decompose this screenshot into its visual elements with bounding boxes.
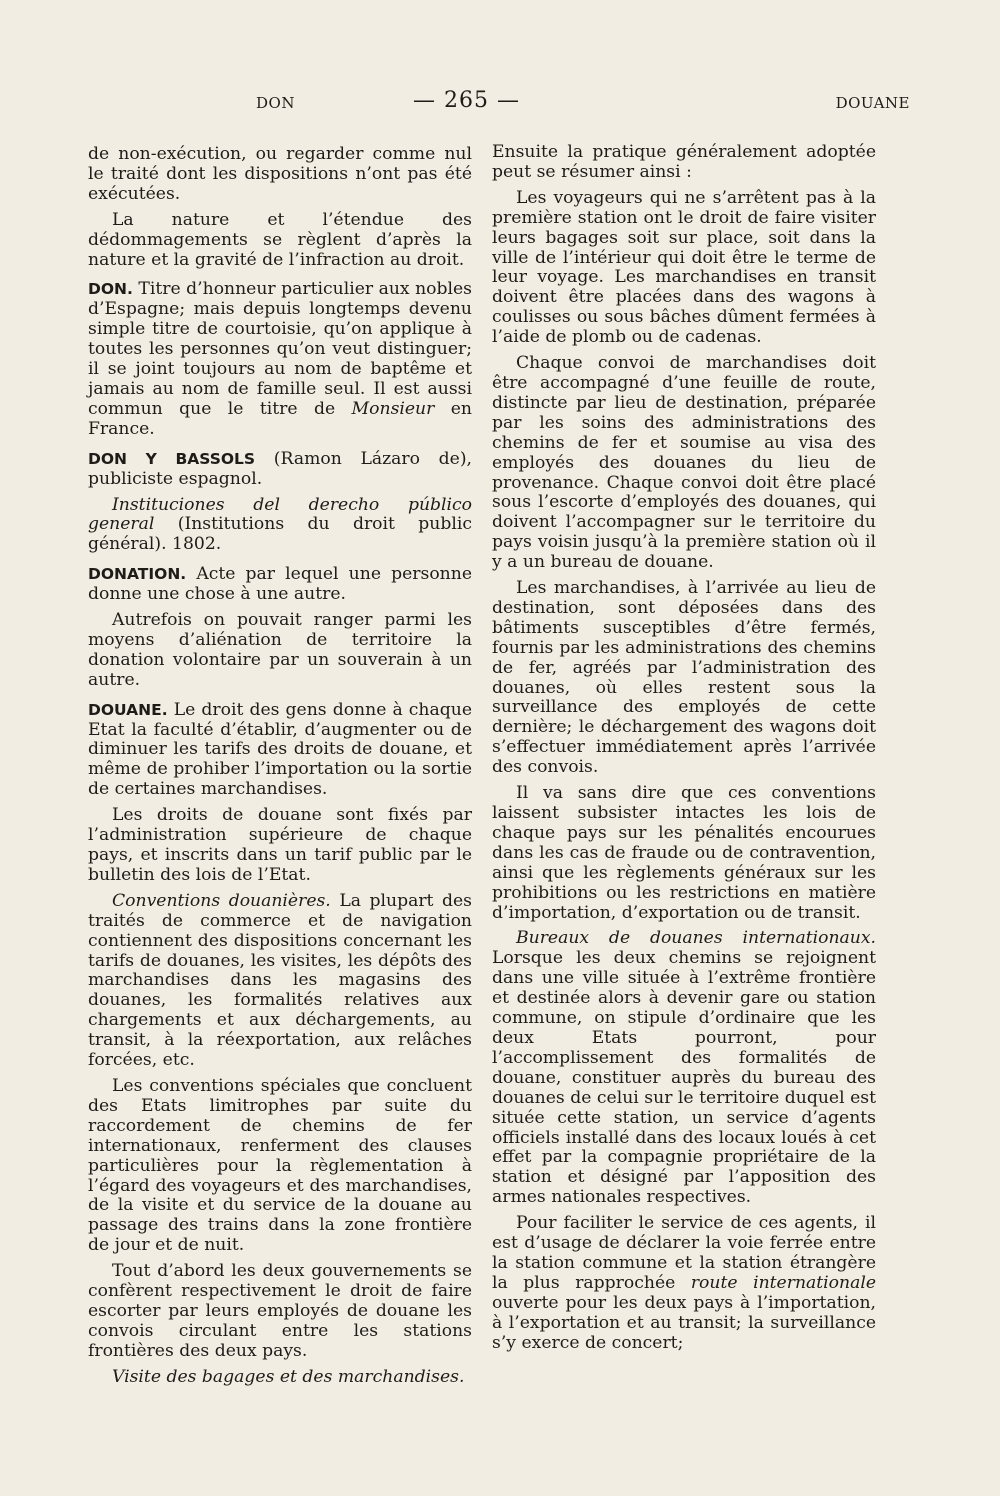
paragraph-route-internationale	[492, 1214, 876, 1353]
right-column	[492, 143, 876, 1359]
paragraph: Les marchandises, à l’arrivée au lieu de destination, sont déposées dans des bâtiments susceptibles d’être fermés, fournis par les administrations des chemins de fer, agréés par l’administration des douanes, où elles restent sous la surveillance des employés de cette dernière; le déchargement des wagons doit s’effectuer immédiatement après l’arrivée des convois.	[492, 578, 876, 778]
paragraph: Les conventions spéciales que concluent des Etats limitrophes par suite du raccordement de chemins de fer internationaux, renferment des clauses particulières pour la règlementation à l’égard des voyageurs et des marchandises, de la visite et du service de la douane au passage des trains dans la zone frontière de jour et de nuit.	[88, 1075, 472, 1256]
paragraph-bureaux	[492, 929, 876, 1208]
entry-term: DON Y BASSOLS	[88, 449, 256, 468]
paragraph: Chaque convoi de marchandises doit être accompagné d’une feuille de route, distincte par lieu de destination, préparée par les soins des administrations des chemins de fer et soumise au visa des employés des douanes du lieu de provenance. Chaque convoi doit être placé sous l’escorte d’employés des douanes, qui doivent l’accompagner sur le territoire du pays voisin jusqu’à la première station où il y a un bureau de douane.	[492, 353, 876, 573]
entry-don-y-bassols	[88, 450, 472, 490]
entry-text: Le droit des gens donne à chaque Etat la faculté d’établir, d’augmenter ou de diminuer les tarifs des droits de douane, et même de prohiber l’importation ou la sortie de certaines marchandises.	[88, 699, 472, 800]
bibliography-item	[88, 496, 472, 556]
section-subtitle: Conventions douanières.	[112, 890, 331, 911]
entry-term: DONATION.	[88, 565, 187, 584]
entry-text: Acte par lequel une personne donne une chose à une autre.	[88, 564, 472, 605]
work-details: (Institutions du droit public général). 1802.	[88, 514, 472, 555]
paragraph-text: Pour faciliter le service de ces agents, il est d’usage de déclarer la voie ferrée entre la station commune et la station étrangère la plus rapprochée	[492, 1213, 876, 1293]
entry-text: (Ramon Lázaro de), publiciste espagnol.	[88, 448, 472, 489]
paragraph: La nature et l’étendue des dédommagements se règlent d’après la nature et la gravité de l’infraction au droit.	[88, 209, 472, 270]
paragraph: Autrefois on pouvait ranger parmi les moyens d’aliénation de territoire la donation volontaire par un souverain à un autre.	[88, 610, 472, 690]
paragraph: de non-exécution, ou regarder comme nul le traité dont les dispositions n’ont pas été exécutées.	[88, 144, 472, 204]
entry-term: DON.	[88, 280, 133, 299]
running-head-right: DOUANE	[835, 94, 910, 112]
entry-text-end: en France.	[88, 398, 472, 439]
paragraph: Les voyageurs qui ne s’arrêtent pas à la première station ont le droit de faire visiter leurs bagages soit sur place, soit dans la ville de l’intérieur qui doit être le terme de leur voyage. Les marchandises en transit doivent être placées dans des wagons à coulisses ou sous bâches dûment fermées à l’aide de plomb ou de cadenas.	[492, 187, 876, 348]
section-subtitle: Bureaux de douanes internationaux.	[516, 928, 876, 949]
page-header	[88, 90, 918, 120]
work-title: Instituciones del derecho público general	[88, 494, 472, 535]
paragraph: Ensuite la pratique généralement adoptée peut se résumer ainsi :	[492, 142, 876, 182]
paragraph: Tout d’abord les deux gouvernements se confèrent respectivement le droit de faire escorter par leurs employés de douane les convois circulant entre les stations frontières des deux pays.	[88, 1261, 472, 1361]
paragraph-text-end: ouverte pour les deux pays à l’importation, à l’exportation et au transit; la surveillance s’y exerce de concert;	[492, 1292, 876, 1353]
page-number: — 265 —	[413, 88, 520, 113]
section-subtitle: Visite des bagages et des marchandises.	[112, 1366, 465, 1387]
italic-word: Monsieur	[351, 398, 435, 419]
paragraph: Il va sans dire que ces conventions laissent subsister intactes les lois de chaque pays sur les pénalités encourues dans les cas de fraude ou de contravention, ainsi que les règlements généraux sur les prohibitions ou les restrictions en matière d’importation, d’exportation ou de transit.	[492, 783, 876, 923]
italic-phrase: route internationale	[690, 1272, 876, 1293]
paragraph-conventions	[88, 892, 472, 1071]
running-head-left: DON	[256, 94, 295, 112]
paragraph-text: Lorsque les deux chemins se rejoignent dans une ville située à l’extrême frontière et destinée alors à devenir gare ou station commune, on stipule d’ordinaire que les deux Etats pourront, pour l’accomplissement des formalités de douane, constituer auprès du bureau des douanes de celui sur le territoire duquel est située cette station, un service d’agents officiels installé dans des locaux loués à cet effet par la compagnie propriétaire de la station et désigné par l’apposition des armes nationales respectives.	[492, 948, 876, 1208]
entry-don	[88, 280, 472, 439]
entry-term: DOUANE.	[88, 700, 168, 719]
entry-douane	[88, 701, 472, 801]
left-column	[88, 145, 472, 1394]
entry-donation	[88, 565, 472, 605]
paragraph: Les droits de douane sont fixés par l’administration supérieure de chaque pays, et inscrits dans un tarif public par le bulletin des lois de l’Etat.	[88, 805, 472, 885]
entry-text: Titre d’honneur particulier aux nobles d’Espagne; mais depuis longtemps devenu simple titre de courtoisie, qu’on applique à toutes les personnes qu’on veut distinguer; il se joint toujours au nom de baptême et jamais au nom de famille seul. Il est aussi commun que le titre de	[88, 279, 472, 419]
paragraph-text: La plupart des traités de commerce et de navigation contiennent des dispositions concernant les tarifs de douanes, les visites, les dépôts des marchandises dans les magasins des douanes, les formalités relatives aux chargements et aux déchargements, au transit, à la réexportation, aux relâches forcées, etc.	[88, 890, 472, 1071]
